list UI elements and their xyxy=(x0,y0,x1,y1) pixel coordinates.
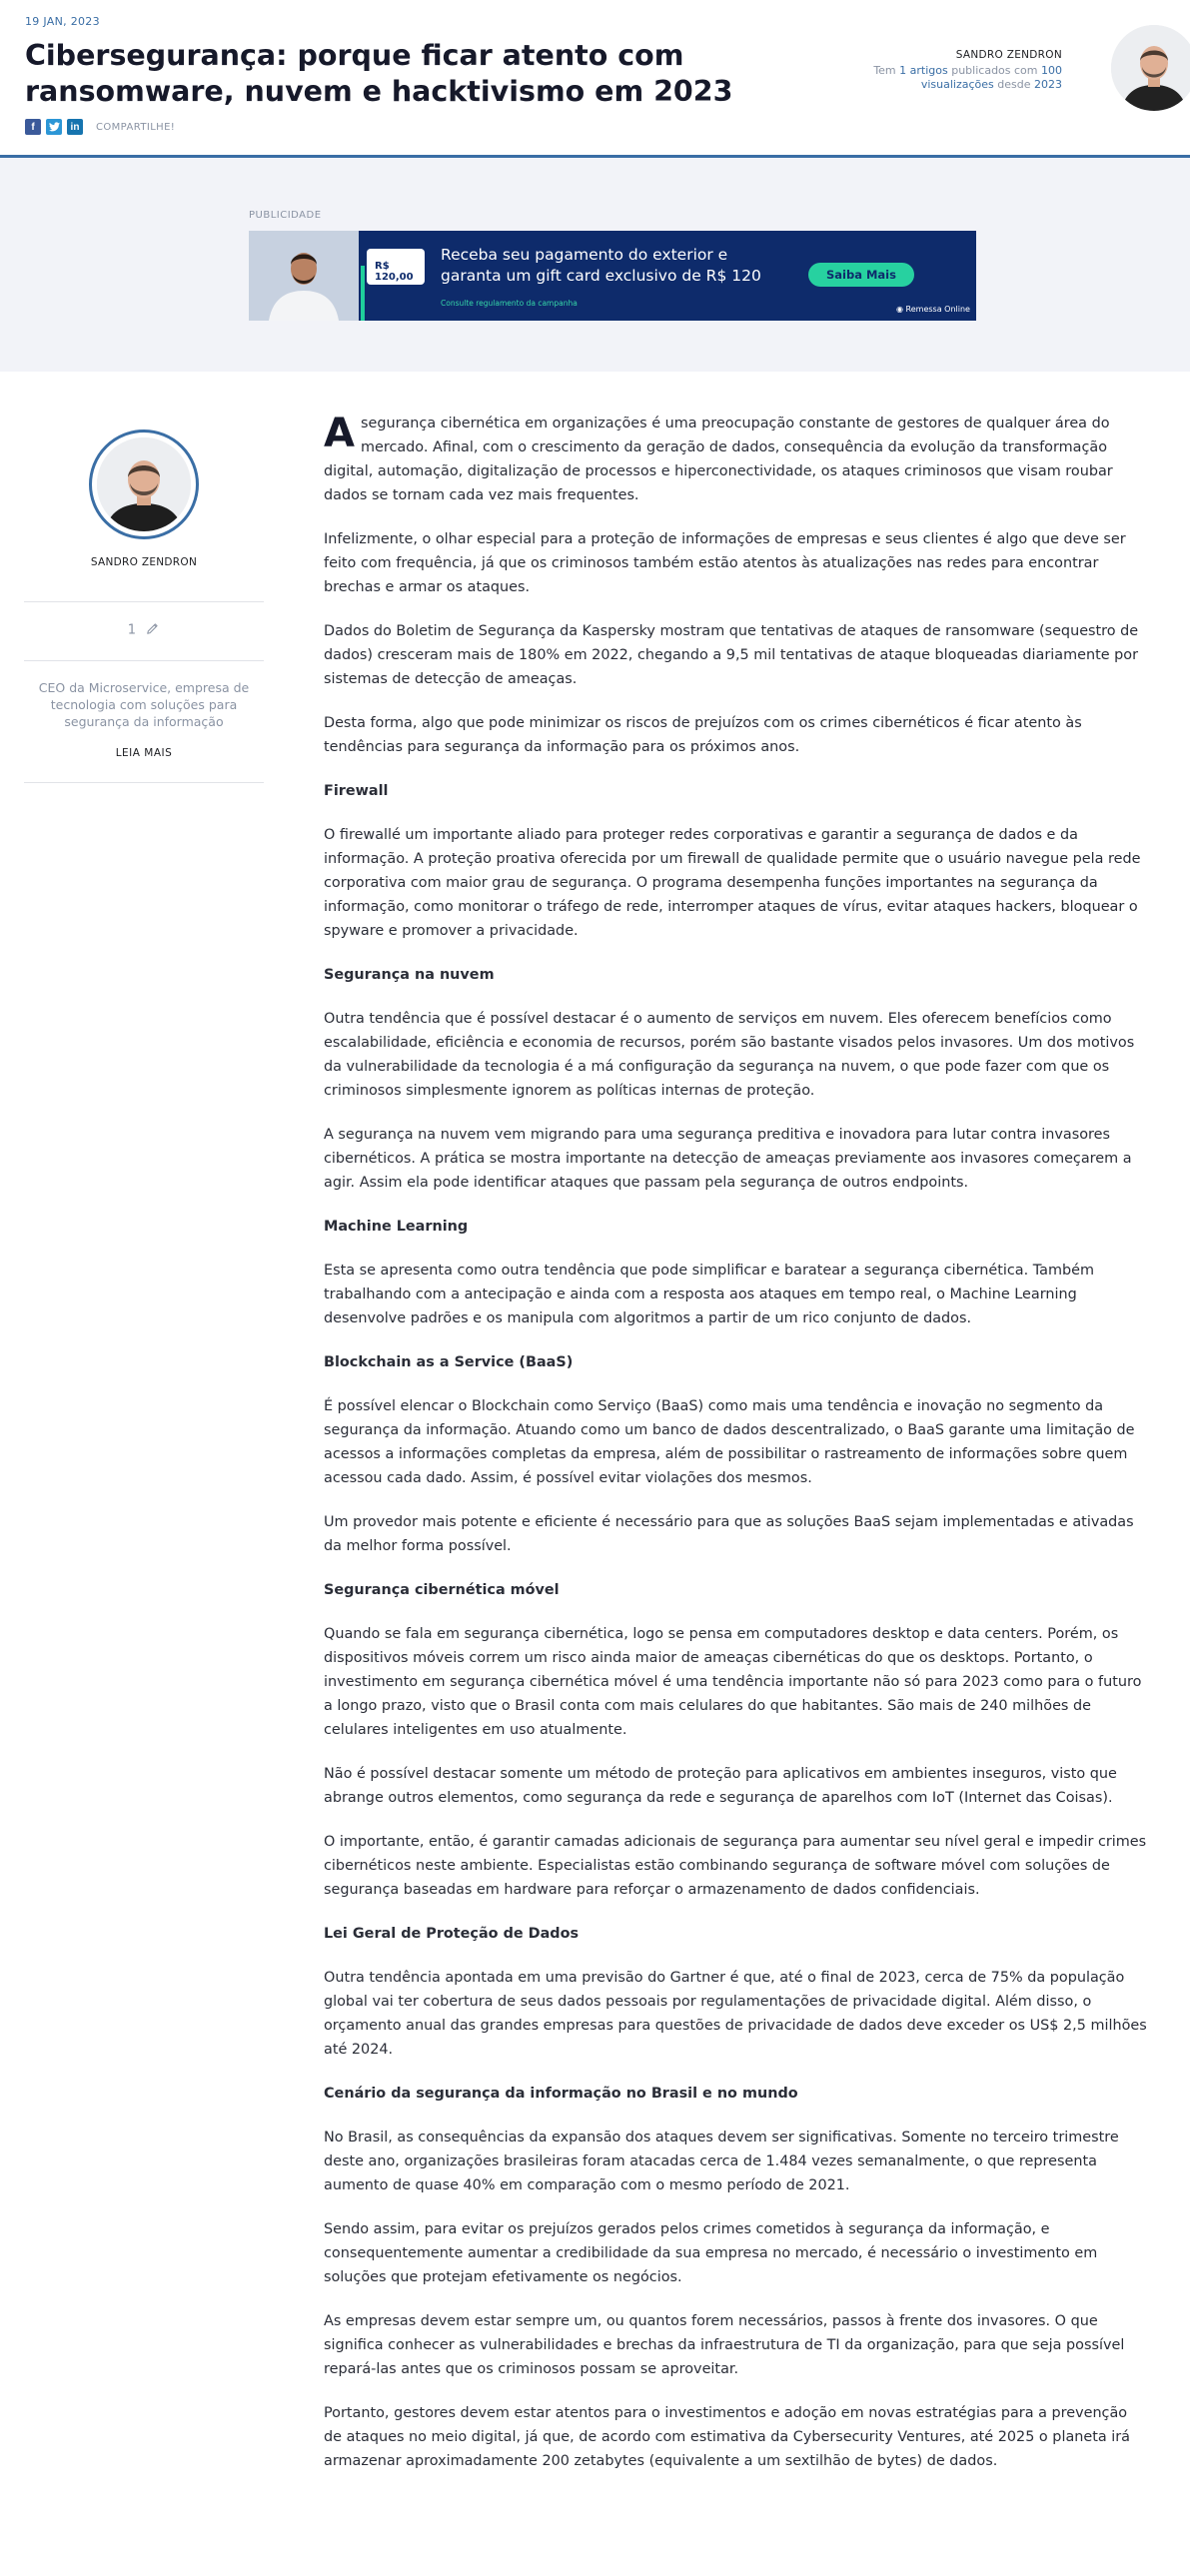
ad-brand-icon: ◉ xyxy=(896,305,903,314)
ad-image xyxy=(249,231,359,321)
linkedin-icon[interactable]: in xyxy=(67,119,83,135)
author-stat-text: Tem xyxy=(873,64,900,77)
author-views-label: visualizações xyxy=(920,78,994,91)
paragraph: Portanto, gestores devem estar atentos para o investimentos e adoção em novas estratégias para a prevenção de ataques no meio digital, já que, de acordo com estimativa da Cybersecurity Ventures, até 2025 o planeta irá armazenar aproximadamente 200 zetabytes (equivalente a um sextilhão de bytes) de dados. xyxy=(324,2405,1131,2469)
paragraph: O firewallé um importante aliado para proteger redes corporativas e garantir a segurança de dados e da informação. A proteção proativa oferecida por um firewall de qualidade permite que o usuário navegue pela rede corporativa com maior grau de segurança. O programa desempenha funções importantes na segurança da informação, como monitorar o tráfego de rede, interromper ataques de vírus, evitar ataques hackers, bloquear o spyware e promover a privacidade. xyxy=(324,827,1141,939)
ad-disclaimer: Consulte regulamento da campanha xyxy=(441,299,578,308)
author-name[interactable]: SANDRO ZENDRON xyxy=(955,49,1062,61)
ad-label: PUBLICIDADE xyxy=(249,210,322,221)
author-bio: CEO da Microservice, empresa de tecnologia com soluções para segurança da informação xyxy=(38,680,250,729)
paragraph: Outra tendência que é possível destacar é o aumento de serviços em nuvem. Eles oferecem benefícios como escalabilidade, eficiência e economia de recursos, porém são bastante visados pelos invasores. Um dos motivos da vulnerabilidade da tecnologia é a má configuração da segurança na nuvem, o que pode fazer com que os criminosos simplesmente ignorem as políticas internas de proteção. xyxy=(324,1011,1135,1099)
section-heading-nuvem: Segurança na nuvem xyxy=(324,967,495,983)
paragraph: As empresas devem estar sempre um, ou quantos forem necessários, passos à frente dos invasores. O que significa conhecer as vulnerabilidades e brechas da infraestrutura de TI da organização, para que seja possível repará-las antes que os criminosos possam se aproveitar. xyxy=(324,2313,1125,2377)
section-heading-baas: Blockchain as a Service (BaaS) xyxy=(324,1354,574,1370)
ad-brand xyxy=(896,305,970,314)
share-bar xyxy=(25,119,175,135)
paragraph: É possível elencar o Blockchain como Serviço (BaaS) como mais uma tendência e inovação no segmento da segurança da informação. Atuando como um banco de dados descentralizado, o BaaS garante uma limitação de acessos a informações completas da empresa, além de possibilitar o rastreamento de informações sobre quem acessou cada dado. Assim, é possível evitar violações dos mesmos. xyxy=(324,1398,1135,1486)
ad-headline: Receba seu pagamento do exterior e garanta um gift card exclusivo de R$ 120 xyxy=(441,246,761,285)
paragraph: No Brasil, as consequências da expansão dos ataques devem ser significativas. Somente no terceiro trimestre deste ano, organizações brasileiras foram atacadas cerca de 1.484 vezes semanalmente, o que representa aumento de quase 40% em comparação com o mesmo período de 2021. xyxy=(324,2130,1119,2193)
article-intro xyxy=(324,412,1147,507)
article-header xyxy=(0,0,1190,157)
article-body xyxy=(324,412,1147,2493)
paragraph: Esta se apresenta como outra tendência que pode simplificar e baratear a segurança cibernética. Também trabalhando com a antecipação e ainda com a resposta aos ataques em tempo real, o Machine Learning desenvolve padrões e os manipula com algoritmos a partir de um rico conjunto de dados. xyxy=(324,1263,1094,1326)
avatar[interactable] xyxy=(1111,25,1190,111)
ad-card-amount: 120,00 xyxy=(375,272,414,283)
ad-banner[interactable] xyxy=(249,231,976,321)
facebook-icon[interactable]: f xyxy=(25,119,41,135)
share-label: COMPARTILHE! xyxy=(96,121,176,133)
author-since-year: 2023 xyxy=(1034,78,1062,91)
ad-cta-button[interactable]: Saiba Mais xyxy=(808,263,914,287)
section-heading-lgpd: Lei Geral de Proteção de Dados xyxy=(324,1926,580,1942)
paragraph: Sendo assim, para evitar os prejuízos gerados pelos crimes cometidos à segurança da informação, e consequentemente aumentar a credibilidade da sua empresa no mercado, é necessário o investimento em soluções que protejam efetivamente os negócios. xyxy=(324,2221,1098,2285)
article-count-value: 1 xyxy=(127,622,137,638)
read-more-link[interactable]: LEIA MAIS xyxy=(115,747,173,759)
section-heading-machine-learning: Machine Learning xyxy=(324,1219,469,1235)
paragraph: Um provedor mais potente e eficiente é necessário para que as soluções BaaS sejam implementadas e ativadas da melhor forma possível. xyxy=(324,1514,1134,1554)
paragraph: Infelizmente, o olhar especial para a proteção de informações de empresas e seus clientes é algo que deve ser feito com frequência, já que os criminosos também estão atentos às atualizações nas redes para encontrar brechas e armar os ataques. xyxy=(324,531,1126,595)
publish-date: 19 JAN, 2023 xyxy=(25,15,100,28)
author-view-count: 100 xyxy=(1041,64,1062,77)
paragraph: Desta forma, algo que pode minimizar os riscos de prejuízos com os crimes cibernéticos é ficar atento às tendências para segurança da informação para os próximos anos. xyxy=(324,715,1082,755)
paragraph: Não é possível destacar somente um método de proteção para aplicativos em ambientes inseguros, visto que abrange outros elementos, como segurança da rede e segurança de aparelhos com IoT (Internet das Coisas). xyxy=(324,1766,1117,1806)
paragraph: O importante, então, é garantir camadas adicionais de segurança para aumentar seu nível geral e impedir crimes cibernéticos neste ambiente. Especialistas estão combinando segurança de software móvel com soluções de segurança baseadas em hardware para reforçar o armazenamento de dados confidenciais. xyxy=(324,1834,1147,1898)
divider xyxy=(24,782,264,783)
ad-gift-card: R$ 120,00 xyxy=(367,249,425,285)
section-heading-firewall: Firewall xyxy=(324,783,389,799)
paragraph: Quando se fala em segurança cibernética, logo se pensa em computadores desktop e data centers. Porém, os dispositivos móveis correm um risco ainda maior de ameaças cibernéticas do que os desktops. Portanto, o investimento em segurança cibernética móvel é uma tendência importante não só para 2023 como para o futuro a longo prazo, visto que o Brasil conta com mais celulares do que habitantes. São mais de 240 milhões de celulares inteligentes em uso atualmente. xyxy=(324,1626,1142,1738)
pencil-icon xyxy=(146,621,160,639)
author-article-count: 1 artigos xyxy=(899,64,948,77)
divider xyxy=(24,601,264,602)
twitter-icon[interactable] xyxy=(46,119,62,135)
intro-text: segurança cibernética em organizações é uma preocupação constante de gestores de qualquer área do mercado. Afinal, com o crescimento da geração de dados, consequência da evolução da transformação digital, automação, digitalização de processos e hiperconectividade, os ataques criminosos que visam roubar dados se tornam cada vez mais frequentes. xyxy=(324,416,1113,503)
author-stat-text: desde xyxy=(993,78,1034,91)
page-title: Cibersegurança: porque ficar atento com ransomware, nuvem e hacktivismo em 2023 xyxy=(25,39,733,108)
paragraph: Outra tendência apontada em uma previsão do Gartner é que, até o final de 2023, cerca de 75% da população global vai ter cobertura de seus dados pessoais por regulamentações de privacidade digital. Além disso, o orçamento anual das grandes empresas para questões de privacidade de dados deve exceder os US$ 2,5 milhões até 2024. xyxy=(324,1970,1147,2058)
section-heading-movel: Segurança cibernética móvel xyxy=(324,1582,560,1598)
ad-accent xyxy=(361,266,365,321)
divider xyxy=(24,660,264,661)
author-avatar[interactable] xyxy=(89,429,199,539)
author-summary xyxy=(873,48,1062,92)
sidebar-author-name[interactable]: SANDRO ZENDRON xyxy=(90,556,198,568)
author-stat-text: publicados com xyxy=(947,64,1041,77)
paragraph: A segurança na nuvem vem migrando para uma segurança preditiva e inovadora para lutar contra invasores cibernéticos. A prática se mostra importante na detecção de ameaças previamente aos invasores começarem a agir. Assim ela pode identificar ataques que passam pela segurança de outros endpoints. xyxy=(324,1127,1132,1191)
paragraph: Dados do Boletim de Segurança da Kaspersky mostram que tentativas de ataques de ransomware (sequestro de dados) cresceram mais de 180% em 2022, chegando a 9,5 mil tentativas de ataque bloqueadas diariamente por sistemas de detecção de ameaças. xyxy=(324,623,1139,687)
sidebar-article-count xyxy=(24,621,264,639)
drop-cap: A xyxy=(324,411,355,456)
ad-brand-name: Remessa Online xyxy=(905,305,970,314)
section-heading-cenario: Cenário da segurança da informação no Brasil e no mundo xyxy=(324,2086,798,2102)
